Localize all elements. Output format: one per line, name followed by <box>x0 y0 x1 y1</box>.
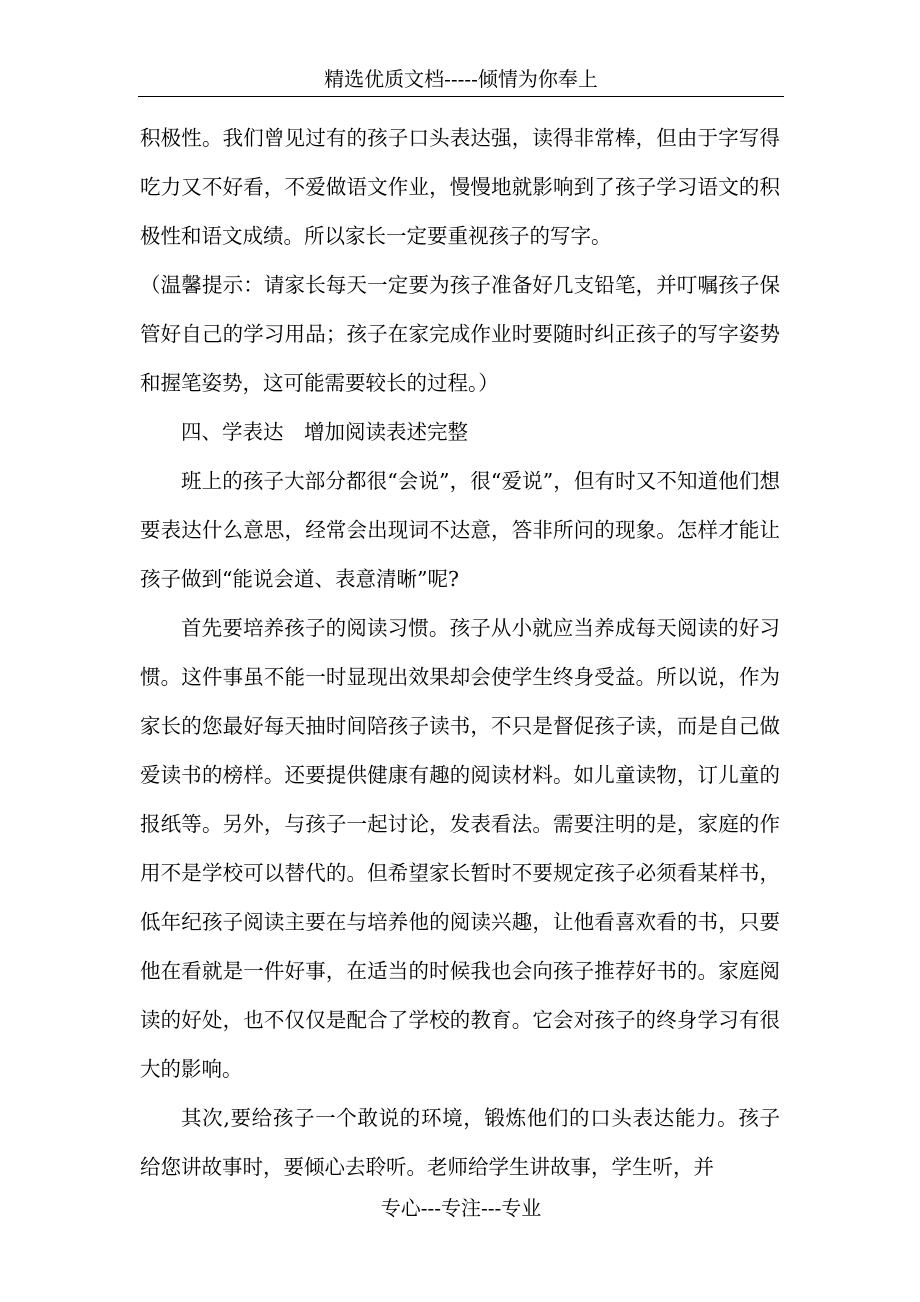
header-divider <box>138 96 784 97</box>
paragraph: （温馨提示：请家长每天一定要为孩子准备好几支铅笔，并叮嘱孩子保管好自己的学习用品；孩子在家完成作业时要随时纠正孩子的写字姿势和握笔姿势，这可能需要较长的过程。） <box>140 273 780 395</box>
paragraph: 积极性。我们曾见过有的孩子口头表达强，读得非常棒，但由于字写得吃力又不好看，不爱做语文作业，慢慢地就影响到了孩子学习语文的积极性和语文成绩。所以家长一定要重视孩子的写字。 <box>140 126 780 248</box>
paragraph: 班上的孩子大部分都很“会说”，很“爱说”，但有时又不知道他们想要表达什么意思，经常会出现词不达意，答非所问的现象。怎样才能让孩子做到“能说会道、表意清晰”呢? <box>140 469 780 591</box>
paragraph: 其次,要给孩子一个敢说的环境，锻炼他们的口头表达能力。孩子给您讲故事时，要倾心去聆听。老师给学生讲故事，学生听，并 <box>140 1106 780 1179</box>
paragraph: 首先要培养孩子的阅读习惯。孩子从小就应当养成每天阅读的好习惯。这件事虽不能一时显现出效果却会使学生终身受益。所以说，作为家长的您最好每天抽时间陪孩子读书，不只是督促孩子读，而是自己做爱读书的榜样。还要提供健康有趣的阅读材料。如儿童读物，订儿童的报纸等。另外，与孩子一起讨论，发表看法。需要注明的是，家庭的作用不是学校可以替代的。但希望家长暂时不要规定孩子必须看某样书，低年纪孩子阅读主要在与培养他的阅读兴趣，让他看喜欢看的书，只要他在看就是一件好事，在适当的时候我也会向孩子推荐好书的。家庭阅读的好处，也不仅仅是配合了学校的教育。它会对孩子的终身学习有很大的影响。 <box>140 616 780 1081</box>
document-body <box>140 114 780 1192</box>
page-header: 精选优质文档-----倾情为你奉上 <box>324 67 598 91</box>
page-footer: 专心---专注---专业 <box>380 1196 542 1220</box>
section-heading: 四、学表达 增加阅读表述完整 <box>181 420 468 444</box>
